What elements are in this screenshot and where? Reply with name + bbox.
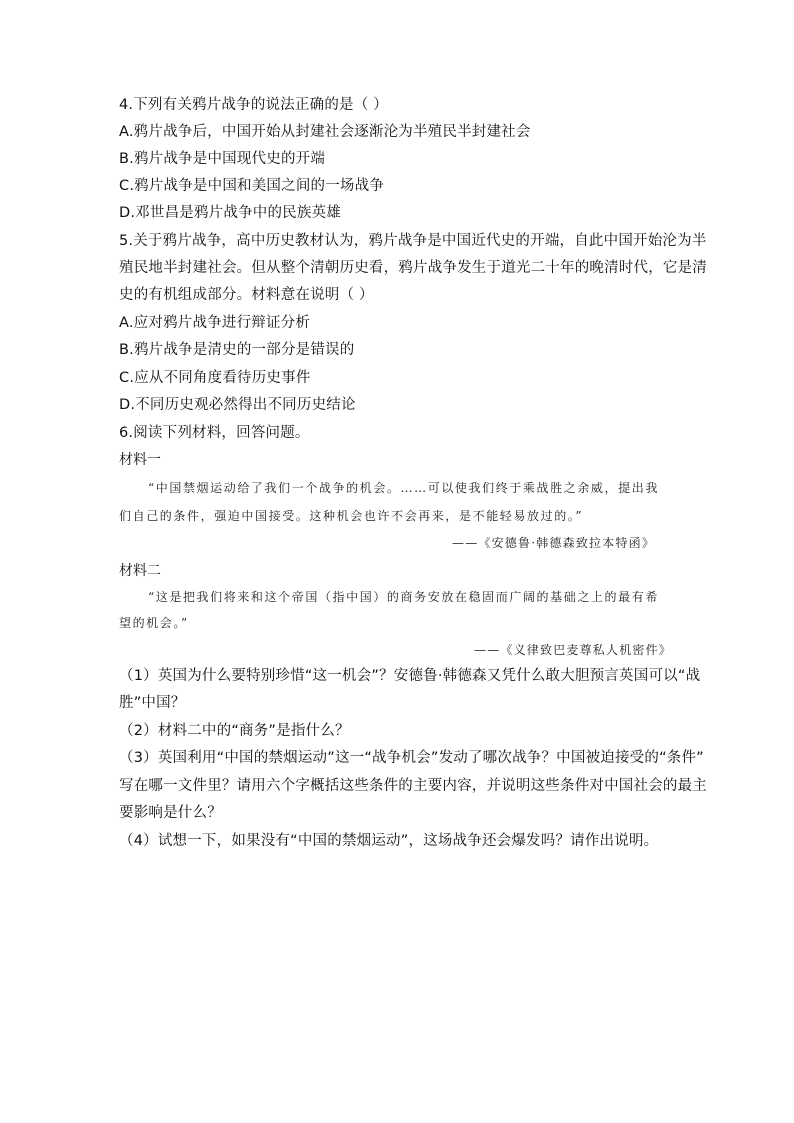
material2-quote-line-1: “这是把我们将来和这个帝国（指中国）的商务安放在稳固而广阔的基础之上的最有希	[148, 590, 659, 604]
material2-label: 材料二	[119, 563, 161, 579]
q6-sub-2: （2）材料二中的“商务”是指什么？	[119, 723, 350, 739]
q6-sub-3-line-3: 要影响是什么？	[119, 805, 222, 821]
q6-sub-1-line-1: （1）英国为什么要特别珍惜“这一机会”？安德鲁·韩德森又凭什么敢大胆预言英国可以“战	[119, 668, 701, 684]
q4-option-b: B.鸦片战争是中国现代史的开端	[119, 151, 326, 167]
q6-sub-4: （4）试想一下，如果没有“中国的禁烟运动”，这场战争还会爆发吗？请作出说明。	[119, 833, 659, 849]
q6-sub-1-line-2: 胜”中国？	[119, 695, 186, 711]
material1-source: ——《安德鲁·韩德森致拉本特函》	[452, 536, 656, 550]
q4-option-c: C.鸦片战争是中国和美国之间的一场战争	[119, 178, 385, 194]
material1-quote-line-2: 们自己的条件，强迫中国接受。这种机会也许不会再来，是不能轻易放过的。”	[119, 509, 584, 523]
material2-source: ——《义律致巴麦尊私人机密件》	[474, 643, 673, 657]
q5-option-d: D.不同历史观必然得出不同历史结论	[119, 397, 356, 413]
q6-sub-3-line-1: （3）英国利用“中国的禁烟运动”这一“战争机会”发动了哪次战争？中国被迫接受的“条件”	[119, 750, 704, 766]
q6-stem: 6.阅读下列材料，回答问题。	[119, 425, 310, 441]
material1-label: 材料一	[119, 452, 161, 468]
q6-sub-3-line-2: 写在哪一文件里？请用六个字概括这些条件的主要内容，并说明这些条件对中国社会的最主	[119, 778, 707, 794]
q5-option-b: B.鸦片战争是清史的一部分是错误的	[119, 342, 355, 358]
q4-stem: 4.下列有关鸦片战争的说法正确的是（ ）	[119, 97, 388, 113]
q5-stem-line-3: 史的有机组成部分。材料意在说明（ ）	[119, 287, 374, 303]
q5-stem-line-1: 5.关于鸦片战争，高中历史教材认为，鸦片战争是中国近代史的开端，自此中国开始沦为半	[119, 233, 707, 249]
q5-option-a: A.应对鸦片战争进行辩证分析	[119, 315, 311, 331]
q5-option-c: C.应从不同角度看待历史事件	[119, 370, 311, 386]
q5-stem-line-2: 殖民地半封建社会。但从整个清朝历史看，鸦片战争发生于道光二十年的晚清时代，它是清	[119, 260, 707, 276]
material1-quote-line-1: “中国禁烟运动给了我们一个战争的机会。……可以使我们终于乘战胜之余威，提出我	[148, 481, 659, 495]
q4-option-a: A.鸦片战争后，中国开始从封建社会逐渐沦为半殖民半封建社会	[119, 124, 531, 140]
q4-option-d: D.邓世昌是鸦片战争中的民族英雄	[119, 205, 341, 221]
material2-quote-line-2: 望的机会。”	[119, 616, 189, 630]
